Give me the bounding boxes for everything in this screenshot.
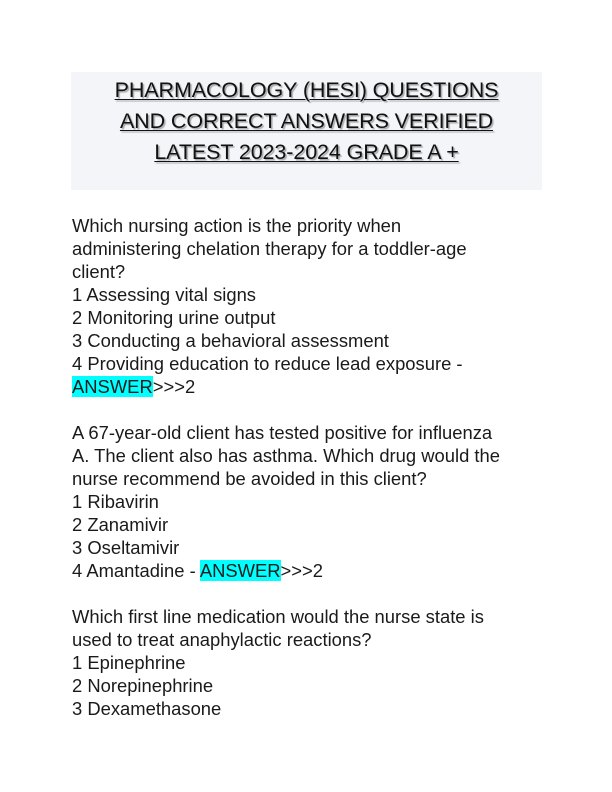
answer-option-with-key (72, 559, 552, 582)
title-line-2: AND CORRECT ANSWERS VERIFIED (119, 109, 494, 133)
answer-option: 1 Epinephrine (72, 652, 186, 673)
document-title (71, 72, 542, 168)
answer-key-line (72, 375, 552, 398)
question-stem-line: A. The client also has asthma. Which drug would the (72, 445, 500, 466)
question-3 (72, 605, 552, 720)
answer-value: >>>2 (152, 376, 196, 397)
question-stem-line: administering chelation therapy for a toddler-age (72, 238, 467, 259)
answer-option-prefix: 4 Amantadine - (72, 560, 200, 581)
title-line-3: LATEST 2023-2024 GRADE A + (154, 140, 459, 164)
answer-option: 3 Conducting a behavioral assessment (72, 330, 389, 351)
answer-option: 1 Assessing vital signs (72, 284, 256, 305)
answer-option: 2 Monitoring urine output (72, 307, 276, 328)
answer-highlight: ANSWER (199, 560, 281, 581)
answer-value: >>>2 (280, 560, 323, 581)
answer-option: 1 Ribavirin (72, 491, 159, 512)
question-stem-line: A 67-year-old client has tested positive for influenza (72, 422, 493, 443)
document-body (72, 214, 552, 743)
title-banner (71, 72, 542, 190)
answer-option: 4 Providing education to reduce lead exposure - (72, 353, 463, 374)
title-line-1: PHARMACOLOGY (HESI) QUESTIONS (114, 78, 499, 102)
question-stem-line: Which first line medication would the nurse state is (72, 606, 484, 627)
question-stem-line: nurse recommend be avoided in this client? (72, 468, 427, 489)
question-stem-line: used to treat anaphylactic reactions? (72, 629, 372, 650)
question-1 (72, 214, 552, 398)
question-2 (72, 421, 552, 582)
question-stem-line: Which nursing action is the priority when (72, 215, 402, 236)
answer-highlight: ANSWER (72, 376, 153, 397)
answer-option: 2 Zanamivir (72, 514, 169, 535)
answer-option: 3 Dexamethasone (72, 698, 222, 719)
question-stem-line: client? (72, 261, 126, 282)
answer-option: 2 Norepinephrine (72, 675, 214, 696)
answer-option: 3 Oseltamivir (72, 537, 180, 558)
